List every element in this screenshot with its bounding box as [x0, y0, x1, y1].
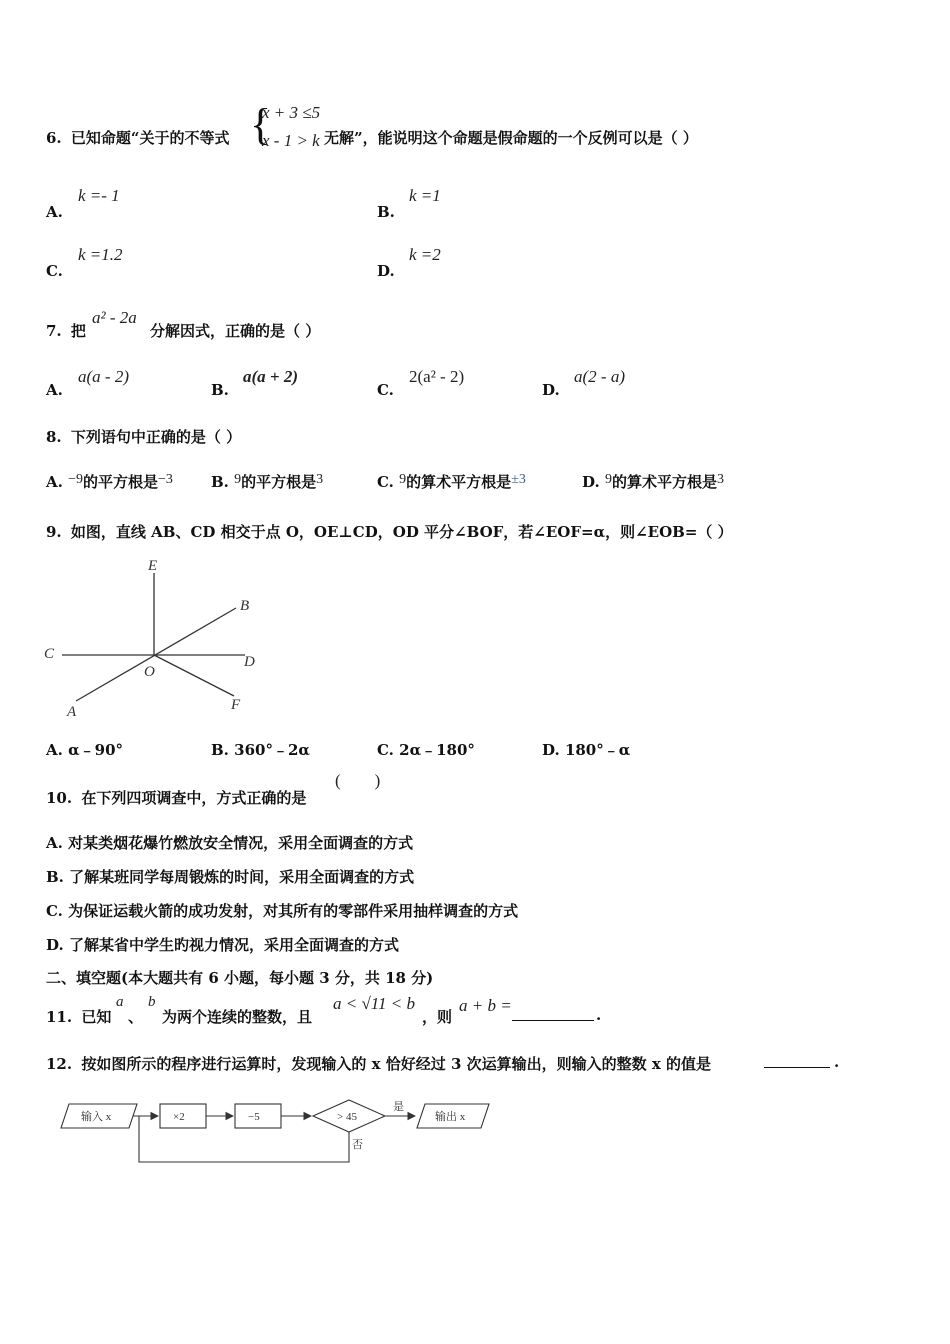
q12-stem [46, 1053, 711, 1074]
q7-prefix: 把 [70, 322, 86, 340]
q6-inequality-2: x - 1 > k [262, 131, 320, 150]
input-label: 输入 x [81, 1111, 112, 1123]
q6-option-c-math: k =1.2 [78, 245, 123, 264]
option-label: C. [46, 902, 63, 920]
option-text: 2α﹣180° [399, 741, 475, 759]
q7-suffix: 分解因式，正确的是（ ） [150, 322, 321, 340]
q8-option-b-post: 3 [316, 472, 324, 487]
q11-text-3: ，则 [422, 1008, 453, 1026]
q10-paren: ( ) [335, 771, 381, 790]
q9-stem [46, 521, 733, 542]
option-label: B. [211, 473, 229, 491]
q7-option-d[interactable] [542, 381, 560, 399]
q11-var-b: b [148, 994, 156, 1010]
q8-option-b-pre: 9 [234, 472, 242, 487]
multiply-label: ×2 [173, 1111, 185, 1123]
q11-separator: 、 [128, 1008, 144, 1026]
label-f: F [231, 697, 241, 713]
option-label: B. [211, 741, 229, 759]
option-label: C. [377, 381, 394, 399]
q7-option-b[interactable] [211, 381, 229, 399]
q7-option-a[interactable] [46, 381, 63, 399]
q11-number: 11. [46, 1008, 73, 1026]
line-of [154, 655, 234, 696]
q10-text: 在下列四项调查中，方式正确的是 [81, 789, 307, 807]
q9-option-d[interactable] [542, 739, 630, 760]
option-label: D. [46, 936, 64, 954]
option-label: D. [377, 262, 395, 280]
option-text: 对某类烟花爆竹燃放安全情况，采用全面调查的方式 [68, 834, 414, 852]
q6-prefix: 已知命题“关于的不等式 [70, 129, 230, 147]
q11-answer-blank[interactable] [512, 1004, 594, 1021]
q7-option-d-math: a(2 - a) [574, 367, 625, 386]
q12-text: 按如图所示的程序进行运算时，发现输入的 x 恰好经过 3 次运算输出，则输入的整数 x 的值是 [81, 1055, 712, 1073]
option-label: B. [46, 868, 64, 886]
q11-stem [46, 1006, 111, 1027]
q9-option-b[interactable] [211, 739, 310, 760]
option-label: D. [542, 381, 560, 399]
q6-option-c[interactable] [46, 262, 63, 280]
label-d: D [244, 654, 255, 670]
q8-option-b-text: 的平方根是 [241, 473, 317, 491]
q9-option-c[interactable] [377, 739, 475, 760]
q7-number: 7. [46, 322, 62, 340]
option-text: 为保证运载火箭的成功发射，对其所有的零部件采用抽样调查的方式 [68, 902, 519, 920]
q6-option-d-math: k =2 [409, 245, 441, 264]
q12-flowchart [55, 1096, 495, 1168]
option-label: B. [377, 203, 395, 221]
label-c: C [44, 646, 55, 662]
q6-option-a-math: k =- 1 [78, 186, 120, 205]
q12-end: . [834, 1053, 840, 1071]
q9-option-a[interactable] [46, 739, 123, 760]
q8-option-c-text: 的算术平方根是 [406, 473, 512, 491]
option-label: B. [211, 381, 229, 399]
q7-option-c-math: 2(a² - 2) [409, 367, 465, 386]
option-label: A. [46, 381, 63, 399]
option-label: C. [46, 262, 63, 280]
q6-option-a[interactable] [46, 203, 63, 221]
q10-option-b[interactable] [46, 866, 414, 887]
q11-text-2: 为两个连续的整数，且 [162, 1008, 313, 1026]
q6-stem [46, 127, 230, 148]
q9-text: 如图，直线 AB、CD 相交于点 O，OE⊥CD，OD 平分∠BOF，若∠EOF=α，则∠EOB=（ ） [70, 523, 733, 541]
option-label: A. [46, 473, 63, 491]
q8-option-a-post: −3 [158, 472, 173, 487]
q8-stem [46, 426, 241, 447]
q6-suffix: 无解”，能说明这个命题是假命题的一个反例可以是（ ） [324, 129, 698, 147]
q8-number: 8. [46, 428, 62, 446]
section-title: 二、填空题(本大题共有 6 小题，每小题 3 分，共 18 分) [46, 969, 434, 987]
q8-option-d-post: 3 [716, 472, 724, 487]
q9-angle-figure [40, 555, 280, 720]
q8-option-d-text: 的算术平方根是 [611, 473, 717, 491]
output-label: 输出 x [435, 1111, 466, 1123]
condition-label: > 45 [337, 1111, 357, 1123]
q11-expression: a + b = [459, 996, 512, 1015]
q10-number: 10. [46, 789, 73, 807]
option-label: A. [46, 203, 63, 221]
q11-text-1: 已知 [81, 1008, 112, 1026]
loop-back-line [139, 1116, 349, 1162]
q11-inequality: a < √11 < b [333, 994, 416, 1013]
label-a: A [67, 704, 77, 720]
option-text: 180°﹣α [564, 741, 631, 759]
q7-expression: a² - 2a [92, 308, 137, 327]
option-text: 了解某省中学生旳视力情况，采用全面调查的方式 [68, 936, 399, 954]
q6-option-b[interactable] [377, 203, 395, 221]
q10-stem [46, 787, 306, 808]
q8-option-c[interactable] [377, 471, 526, 492]
option-label: C. [377, 473, 394, 491]
q8-option-d-pre: 9 [604, 472, 612, 487]
option-label: A. [46, 834, 63, 852]
q6-number: 6. [46, 129, 62, 147]
label-e: E [148, 558, 158, 574]
label-o: O [144, 664, 155, 680]
option-text: α﹣90° [68, 741, 124, 759]
yes-label: 是 [393, 1101, 404, 1113]
option-label: D. [582, 473, 600, 491]
q8-option-d[interactable] [582, 471, 724, 492]
option-label: D. [542, 741, 560, 759]
q11-var-a: a [116, 994, 124, 1010]
q7-option-b-math: a(a + 2) [243, 367, 299, 386]
q6-brace: { [250, 100, 272, 149]
no-label: 否 [352, 1139, 363, 1151]
q11-end: . [596, 1006, 602, 1024]
q7-stem [46, 320, 86, 341]
option-label: C. [377, 741, 394, 759]
q8-option-c-pre: 9 [399, 472, 407, 487]
q6-option-d[interactable] [377, 262, 395, 280]
q8-option-c-post: ±3 [511, 472, 526, 487]
q7-option-c[interactable] [377, 381, 394, 399]
q8-text: 下列语句中正确的是（ ） [70, 428, 242, 446]
q12-number: 12. [46, 1055, 73, 1073]
label-b: B [240, 598, 250, 614]
q9-number: 9. [46, 523, 62, 541]
option-label: A. [46, 741, 63, 759]
q8-option-a-pre: −9 [68, 472, 84, 487]
q10-option-a[interactable] [46, 832, 413, 853]
q6-option-b-math: k =1 [409, 186, 441, 205]
q6-inequality-1: x + 3 ≤5 [262, 103, 321, 122]
q8-option-a-text: 的平方根是 [83, 473, 159, 491]
q8-option-b[interactable] [211, 471, 323, 492]
q10-option-d[interactable] [46, 934, 399, 955]
subtract-label: −5 [248, 1111, 260, 1123]
q8-option-a[interactable] [46, 471, 173, 492]
q10-option-c[interactable] [46, 900, 518, 921]
q7-option-a-math: a(a - 2) [78, 367, 129, 386]
option-text: 了解某班同学每周锻炼的时间，采用全面调查的方式 [69, 868, 415, 886]
option-text: 360°﹣2α [234, 741, 310, 759]
q12-answer-blank[interactable] [764, 1051, 830, 1068]
